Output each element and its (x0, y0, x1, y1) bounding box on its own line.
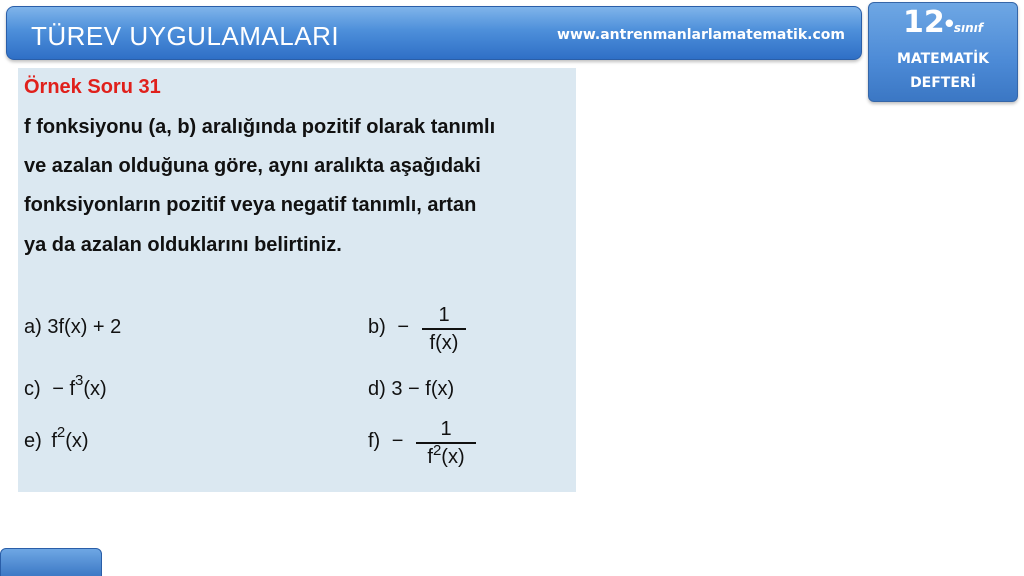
badge-line-2: DEFTERİ (910, 75, 976, 91)
option-e-arg: (x) (65, 430, 89, 452)
option-f-den-arg: (x) (441, 446, 465, 468)
option-d (368, 378, 454, 401)
option-c (24, 372, 107, 401)
page-title: TÜREV UYGULAMALARI (31, 21, 340, 51)
option-f-fraction (416, 418, 476, 470)
option-b-sign: − (397, 316, 410, 338)
option-c-base: f (69, 378, 76, 400)
option-b (368, 316, 409, 339)
badge-grade (869, 5, 1017, 40)
option-b-fraction (422, 304, 466, 354)
option-f-den-base: f (427, 446, 433, 468)
grade-badge (868, 2, 1018, 102)
option-a (24, 316, 121, 339)
question-heading: Örnek Soru 31 (24, 76, 161, 98)
option-e-label: e) (24, 430, 42, 452)
option-d-expr: 3 − f(x) (391, 378, 455, 400)
option-b-denominator: f(x) (429, 332, 459, 354)
question-line: f fonksiyonu (a, b) aralığında pozitif olarak tanımlı (24, 116, 496, 138)
option-b-numerator: 1 (438, 304, 450, 326)
option-a-expr: 3f(x) + 2 (47, 316, 122, 338)
option-f-numerator: 1 (440, 418, 452, 440)
option-f (368, 430, 403, 453)
question-line: fonksiyonların pozitif veya negatif tanımlı, artan (24, 194, 477, 216)
option-c-sign: − (52, 378, 64, 400)
question-panel (18, 68, 576, 492)
bottom-nav-tab[interactable] (0, 548, 102, 576)
badge-dot: • (944, 8, 954, 38)
title-bar (6, 6, 862, 60)
option-b-label: b) (368, 316, 386, 338)
question-line: ya da azalan olduklarını belirtiniz. (24, 234, 342, 256)
option-e (24, 424, 89, 453)
option-c-label: c) (24, 378, 41, 400)
option-c-arg: (x) (83, 378, 107, 400)
option-d-label: d) (368, 378, 386, 400)
question-line: ve azalan olduğuna göre, aynı aralıkta aşağıdaki (24, 155, 481, 177)
badge-line-1: MATEMATİK (896, 51, 990, 67)
option-f-sign: − (391, 430, 404, 452)
option-c-exponent: 3 (75, 372, 84, 389)
site-url: www.antrenmanlarlamatematik.com (557, 27, 845, 43)
option-a-label: a) (24, 316, 42, 338)
badge-grade-suffix: sınıf (953, 21, 983, 35)
option-f-fraction-bar (416, 442, 476, 444)
option-f-denominator (416, 442, 476, 470)
option-f-label: f) (368, 430, 381, 452)
option-f-den-exponent: 2 (432, 442, 442, 459)
option-e-base: f (51, 430, 57, 452)
option-b-fraction-bar (422, 328, 466, 330)
badge-grade-number: 12 (903, 5, 945, 40)
option-e-exponent: 2 (56, 424, 66, 441)
